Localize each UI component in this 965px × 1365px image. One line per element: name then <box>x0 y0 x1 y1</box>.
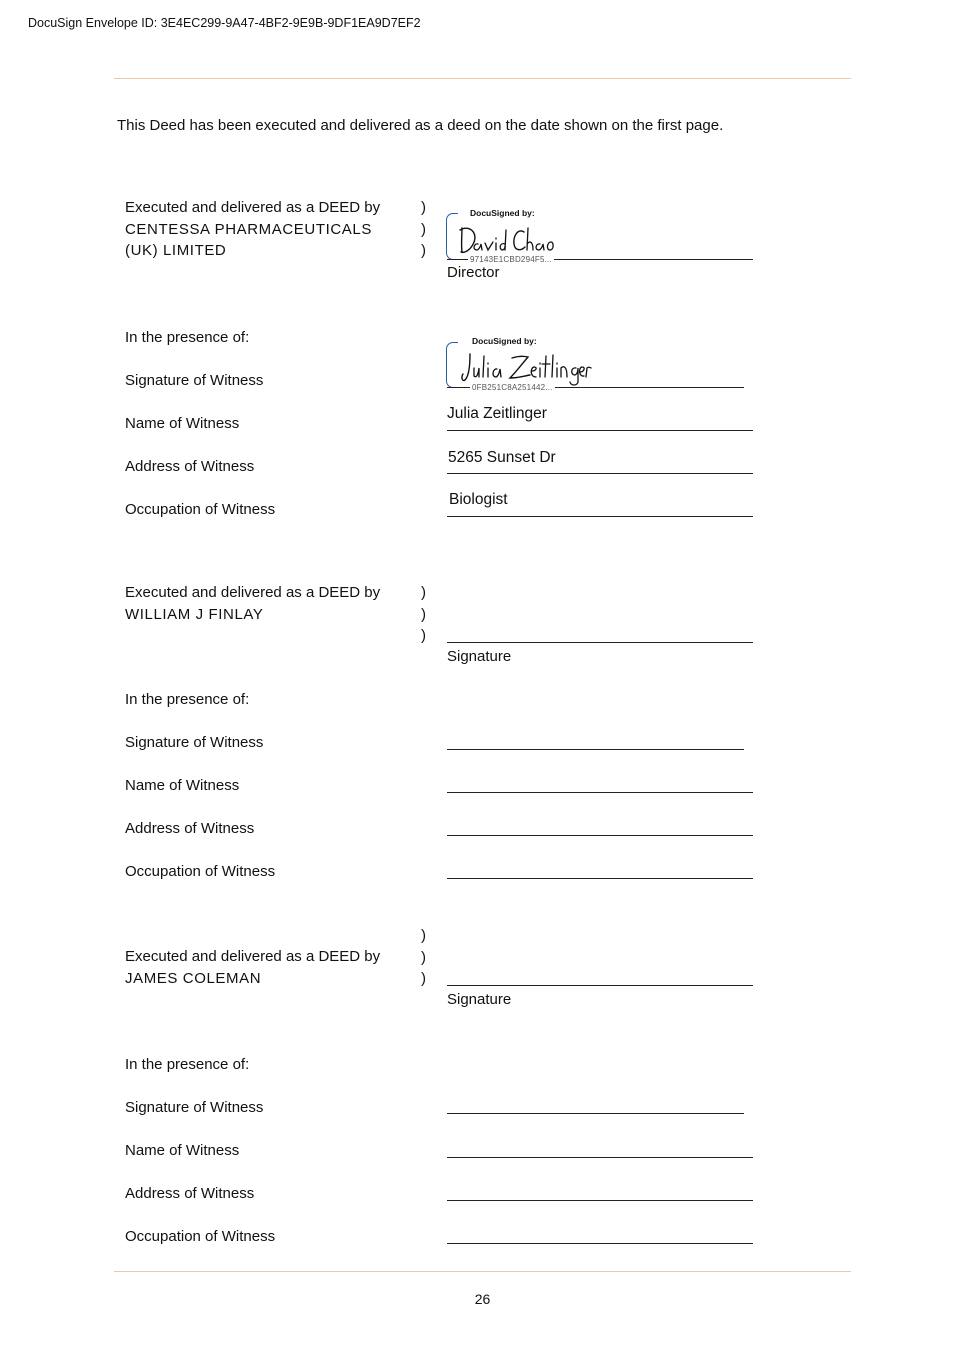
bracket-group: ) ) ) <box>421 199 426 259</box>
signatory-signature-line <box>447 985 753 986</box>
witness-name-label: Name of Witness <box>125 1142 240 1159</box>
witness-address-line <box>447 835 753 836</box>
bracket-group: ) ) ) <box>421 927 426 987</box>
witness-occupation-line <box>447 516 753 517</box>
witness-address-line <box>447 473 753 474</box>
director-signature <box>458 222 558 258</box>
docusign-header: DocuSigned by: <box>472 336 537 346</box>
witness-occupation-label: Occupation of Witness <box>125 863 276 880</box>
execution-block-finlay <box>125 582 380 625</box>
director-caption: Director <box>447 264 500 281</box>
witness-signature-label: Signature of Witness <box>125 372 264 389</box>
party-name-cont: (UK) LIMITED <box>125 242 227 259</box>
header-rule <box>114 78 851 79</box>
witness-occupation-label: Occupation of Witness <box>125 1228 276 1245</box>
presence-label: In the presence of: <box>125 691 250 708</box>
witness-name-line <box>447 1157 753 1158</box>
witness-occupation-label: Occupation of Witness <box>125 501 276 518</box>
party-name: JAMES COLEMAN <box>125 969 262 987</box>
execution-block-company <box>125 197 380 262</box>
party-name: CENTESSA PHARMACEUTICALS <box>125 220 372 238</box>
presence-label: In the presence of: <box>125 1056 250 1073</box>
witness-address-label: Address of Witness <box>125 1185 255 1202</box>
docusign-envelope-hash: 0FB251C8A251442... <box>472 383 553 392</box>
docusign-envelope-id: DocuSign Envelope ID: 3E4EC299-9A47-4BF2-9E9B-9DF1EA9D7EF2 <box>28 16 421 30</box>
witness-signature-line <box>447 1113 744 1114</box>
witness-signature-line <box>447 749 744 750</box>
signature-caption: Signature <box>447 648 512 665</box>
bracket-group: ) ) ) <box>421 584 426 644</box>
docusign-envelope-hash: 97143E1CBD294F5... <box>470 255 552 264</box>
execution-block-coleman <box>125 946 380 989</box>
witness-signature <box>460 350 592 386</box>
witness-occupation-value: Biologist <box>449 491 508 508</box>
exec-line: Executed and delivered as a DEED by <box>125 948 381 965</box>
signatory-signature-line <box>447 642 753 643</box>
docusign-stamp-frame <box>446 342 458 388</box>
witness-name-label: Name of Witness <box>125 777 240 794</box>
party-name: WILLIAM J FINLAY <box>125 605 264 623</box>
witness-occupation-line <box>447 1243 753 1244</box>
witness-address-label: Address of Witness <box>125 458 255 475</box>
witness-signature-label: Signature of Witness <box>125 1099 264 1116</box>
presence-label: In the presence of: <box>125 329 250 346</box>
witness-name-line <box>447 430 753 431</box>
exec-line: Executed and delivered as a DEED by <box>125 584 381 601</box>
witness-name-label: Name of Witness <box>125 415 240 432</box>
intro-text: This Deed has been executed and delivered as a deed on the date shown on the first page. <box>117 117 724 134</box>
page-number: 26 <box>474 1291 491 1307</box>
exec-line: Executed and delivered as a DEED by <box>125 199 381 216</box>
footer-rule <box>114 1271 851 1272</box>
signature-caption: Signature <box>447 991 512 1008</box>
witness-name-value: Julia Zeitlinger <box>447 405 547 422</box>
witness-address-label: Address of Witness <box>125 820 255 837</box>
witness-address-value: 5265 Sunset Dr <box>448 449 556 466</box>
witness-name-line <box>447 792 753 793</box>
witness-signature-label: Signature of Witness <box>125 734 264 751</box>
witness-address-line <box>447 1200 753 1201</box>
docusign-header: DocuSigned by: <box>470 208 535 218</box>
witness-occupation-line <box>447 878 753 879</box>
docusign-stamp-frame <box>446 213 458 260</box>
